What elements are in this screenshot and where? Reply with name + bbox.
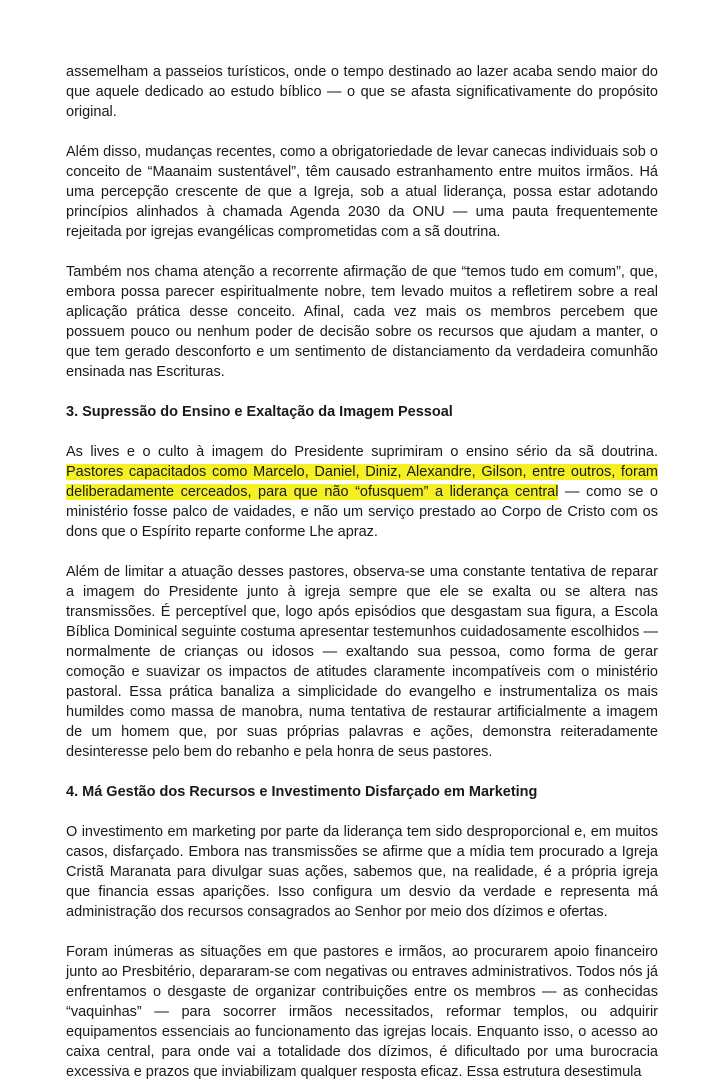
section-4-paragraph-2: Foram inúmeras as situações em que pastores e irmãos, ao procurarem apoio financeiro junto ao Presbitério, depararam-se com negativas ou entraves administrativos. Todos nós já enfrentamos o desgaste de organizar contribuições entre os membros — as conhecidas “vaquinhas” — para socorrer irmãos necessitados, reformar templos, ou adquirir equipamentos essenciais ao funcionamento das igrejas locais. Enquanto isso, o acesso ao caixa central, para onde vai a totalidade dos dízimos, é dificultado por uma burocracia excessiva e prazos que inviabilizam qualquer resposta eficaz. Essa estrutura desestimula [66,944,658,1080]
section-3-p1-start: As lives e o culto à imagem do Presidente suprimiram o ensino sério da sã doutrina. [66,444,658,460]
highlighted-text: Pastores capacitados como Marcelo, Daniel, Diniz, Alexandre, Gilson, entre outros, foram deliberadamente cerceados, para que não “ofusquem” a liderança central [66,464,658,500]
section-4-heading: 4. Má Gestão dos Recursos e Investimento Disfarçado em Marketing [66,784,538,800]
paragraph-maanaim-sustentavel: Além disso, mudanças recentes, como a obrigatoriedade de levar canecas individuais sob o conceito de “Maanaim sustentável”, têm causado estranhamento entre muitos irmãos. Há uma percepção crescente de que a Igreja, sob a atual liderança, possa estar adotando princípios alinhados à chamada Agenda 2030 da ONU — uma pauta frequentemente rejeitada por igrejas evangélicas comprometidas com a sã doutrina. [66,144,658,240]
section-3-paragraph-2: Além de limitar a atuação desses pastores, observa-se uma constante tentativa de reparar a imagem do Presidente junto à igreja sempre que ele se exalta ou se altera nas transmissões. É perceptível que, logo após episódios que desgastam sua figura, a Escola Bíblica Dominical seguinte costuma apresentar testemunhos cuidadosamente escolhidos — normalmente de crianças ou idosos — exaltando sua pessoa, como forma de gerar comoção e suavizar os impactos de atitudes claramente incompatíveis com o ministério pastoral. Essa prática banaliza a simplicidade do evangelho e instrumentaliza os mais humildes como massa de manobra, numa tentativa de restaurar artificialmente a imagem de um homem que, por suas próprias palavras e ações, demonstra reiteradamente desinteresse pelo bem do rebanho e pela honra de seus pastores. [66,564,658,760]
paragraph-tudo-em-comum: Também nos chama atenção a recorrente afirmação de que “temos tudo em comum”, que, embora possa parecer espiritualmente nobre, tem levado muitos a refletirem sobre a real aplicação prática desse conceito. Afinal, cada vez mais os membros percebem que possuem pouco ou nenhum poder de decisão sobre os recursos que ajudam a manter, o que tem gerado desconforto e um sentimento de distanciamento da verdadeira comunhão ensinada nas Escrituras. [66,264,658,380]
section-3-paragraph-1 [66,442,658,542]
section-3-p1-end: — como se o ministério fosse palco de vaidades, e não um serviço prestado ao Corpo de Cristo com os dons que o Espírito reparte conforme Lhe apraz. [66,484,658,540]
section-3-heading: 3. Supressão do Ensino e Exaltação da Imagem Pessoal [66,404,453,420]
paragraph-continuation: assemelham a passeios turísticos, onde o tempo destinado ao lazer acaba sendo maior do que aquele dedicado ao estudo bíblico — o que se afasta significativamente do propósito original. [66,64,658,120]
section-4-paragraph-1: O investimento em marketing por parte da liderança tem sido desproporcional e, em muitos casos, disfarçado. Embora nas transmissões se afirme que a mídia tem procurado a Igreja Cristã Maranata para divulgar suas ações, sabemos que, na realidade, é a própria igreja que financia essas aparições. Isso configura um desvio da verdade e representa má administração dos recursos consagrados ao Senhor por meio dos dízimos e ofertas. [66,824,658,920]
